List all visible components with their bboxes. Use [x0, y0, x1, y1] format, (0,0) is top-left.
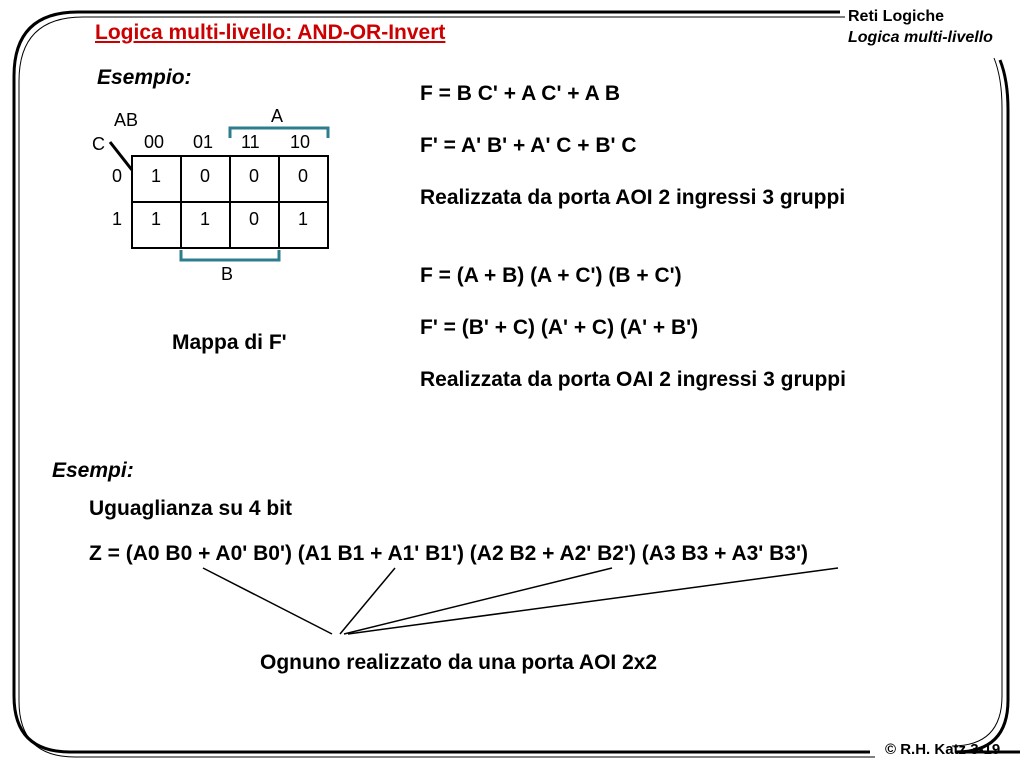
- kmap-bracket-b-label: B: [221, 264, 234, 284]
- examples-label: Esempi:: [52, 459, 134, 482]
- kmap-col-header: 10: [290, 132, 311, 152]
- kmap-row-var: C: [92, 134, 105, 154]
- kmap-cell: 1: [298, 209, 309, 229]
- kmap-col-header: 00: [144, 132, 165, 152]
- equation-sop: F = B C' + A C' + A B: [420, 82, 620, 105]
- z-equation: Z = (A0 B0 + A0' B0') (A1 B1 + A1' B1') (A2 B2 + A2' B2') (A3 B3 + A3' B3'): [89, 542, 808, 565]
- example-label: Esempio:: [97, 66, 192, 89]
- examples-subtitle: Uguaglianza su 4 bit: [89, 497, 293, 520]
- kmap-cell: 0: [298, 166, 309, 186]
- kmap-bracket-a-label: A: [271, 106, 284, 126]
- kmap-cell: 1: [151, 166, 162, 186]
- kmap-cell: 1: [200, 209, 211, 229]
- oai-note: Realizzata da porta OAI 2 ingressi 3 gruppi: [420, 368, 846, 391]
- kmap-row-header: 0: [112, 166, 123, 186]
- slide-title: Logica multi-livello: AND-OR-Invert: [95, 21, 446, 44]
- equation-pos: F = (A + B) (A + C') (B + C'): [420, 264, 682, 287]
- kmap-col-header: 01: [193, 132, 214, 152]
- kmap-col-vars: AB: [114, 110, 139, 130]
- kmap-cell: 0: [200, 166, 211, 186]
- equation-pos-complement: F' = (B' + C) (A' + C) (A' + B'): [420, 316, 699, 339]
- aoi-note: Realizzata da porta AOI 2 ingressi 3 gruppi: [420, 186, 846, 209]
- kmap-cell: 0: [249, 166, 260, 186]
- kmap-col-header: 11: [241, 132, 260, 152]
- course-name: Reti Logiche: [848, 8, 945, 25]
- copyright-page: © R.H. Katz 3-19: [885, 741, 1001, 758]
- map-caption: Mappa di F': [172, 331, 287, 354]
- kmap-cell: 0: [249, 209, 260, 229]
- kmap-cell: 1: [151, 209, 162, 229]
- kmap-row-header: 1: [112, 209, 123, 229]
- section-name: Logica multi-livello: [848, 29, 993, 46]
- aoi-2x2-note: Ognuno realizzato da una porta AOI 2x2: [260, 651, 658, 674]
- equation-sop-complement: F' = A' B' + A' C + B' C: [420, 134, 637, 157]
